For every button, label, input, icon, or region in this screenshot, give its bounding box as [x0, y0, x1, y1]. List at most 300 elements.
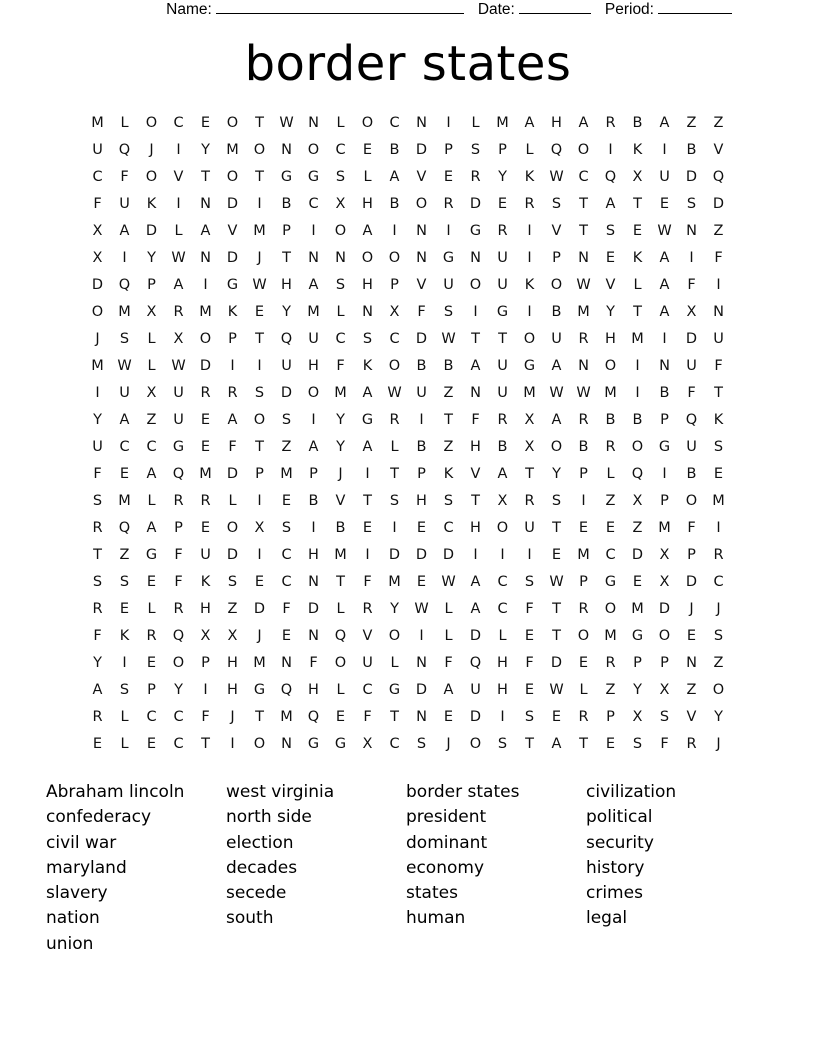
grid-cell[interactable]: U: [362, 655, 373, 672]
grid-cell[interactable]: E: [605, 250, 616, 267]
grid-cell[interactable]: I: [662, 466, 667, 483]
grid-cell[interactable]: U: [119, 385, 130, 402]
grid-cell[interactable]: A: [659, 115, 670, 132]
grid-cell[interactable]: I: [527, 250, 532, 267]
grid-cell[interactable]: F: [714, 250, 723, 267]
grid-cell[interactable]: Q: [631, 466, 644, 483]
grid-cell[interactable]: E: [524, 628, 535, 645]
grid-cell[interactable]: Y: [336, 412, 345, 429]
grid-cell[interactable]: L: [336, 601, 345, 618]
grid-cell[interactable]: G: [496, 304, 509, 321]
grid-cell[interactable]: F: [120, 169, 129, 186]
grid-cell[interactable]: U: [281, 358, 292, 375]
grid-cell[interactable]: O: [226, 115, 239, 132]
grid-cell[interactable]: R: [173, 304, 184, 321]
grid-cell[interactable]: R: [578, 412, 589, 429]
grid-cell[interactable]: B: [605, 412, 616, 429]
grid-cell[interactable]: N: [713, 304, 724, 321]
grid-cell[interactable]: N: [281, 736, 292, 753]
grid-cell[interactable]: M: [496, 115, 509, 132]
grid-cell[interactable]: G: [334, 736, 347, 753]
grid-cell[interactable]: R: [92, 601, 103, 618]
grid-cell[interactable]: X: [362, 736, 373, 753]
grid-cell[interactable]: P: [660, 493, 669, 510]
grid-cell[interactable]: S: [92, 493, 103, 510]
grid-cell[interactable]: I: [230, 736, 235, 753]
grid-cell[interactable]: I: [527, 223, 532, 240]
grid-cell[interactable]: H: [416, 493, 427, 510]
grid-cell[interactable]: R: [686, 736, 697, 753]
word-bank-item[interactable]: nation: [46, 908, 100, 929]
grid-cell[interactable]: A: [362, 439, 373, 456]
grid-cell[interactable]: E: [713, 466, 724, 483]
grid-cell[interactable]: G: [253, 682, 266, 699]
grid-cell[interactable]: B: [686, 466, 697, 483]
grid-cell[interactable]: Q: [685, 412, 698, 429]
grid-cell[interactable]: D: [469, 196, 482, 213]
grid-cell[interactable]: P: [228, 331, 237, 348]
grid-cell[interactable]: Y: [633, 682, 642, 699]
grid-cell[interactable]: E: [200, 115, 211, 132]
grid-cell[interactable]: E: [92, 736, 103, 753]
grid-cell[interactable]: T: [255, 439, 264, 456]
grid-cell[interactable]: Z: [227, 601, 238, 618]
grid-cell[interactable]: N: [416, 655, 427, 672]
grid-cell[interactable]: U: [686, 358, 697, 375]
grid-cell[interactable]: U: [443, 277, 454, 294]
grid-cell[interactable]: H: [497, 682, 508, 699]
grid-cell[interactable]: M: [334, 547, 347, 564]
grid-cell[interactable]: O: [361, 250, 374, 267]
grid-cell[interactable]: F: [687, 277, 696, 294]
grid-cell[interactable]: M: [226, 142, 239, 159]
grid-cell[interactable]: W: [252, 277, 267, 294]
grid-cell[interactable]: M: [118, 493, 131, 510]
grid-cell[interactable]: B: [416, 358, 427, 375]
grid-cell[interactable]: J: [716, 736, 721, 753]
grid-cell[interactable]: T: [282, 250, 291, 267]
grid-cell[interactable]: N: [335, 250, 346, 267]
grid-cell[interactable]: A: [659, 250, 670, 267]
grid-cell[interactable]: W: [414, 601, 429, 618]
grid-cell[interactable]: W: [657, 223, 672, 240]
grid-cell[interactable]: Y: [606, 304, 615, 321]
grid-cell[interactable]: V: [605, 277, 616, 294]
grid-cell[interactable]: D: [145, 223, 158, 240]
grid-cell[interactable]: I: [257, 196, 262, 213]
grid-cell[interactable]: V: [416, 169, 427, 186]
grid-cell[interactable]: S: [119, 682, 130, 699]
grid-cell[interactable]: R: [92, 520, 103, 537]
grid-cell[interactable]: S: [362, 331, 373, 348]
grid-cell[interactable]: S: [119, 331, 130, 348]
grid-cell[interactable]: C: [335, 331, 346, 348]
word-bank-item[interactable]: crimes: [586, 883, 643, 904]
grid-cell[interactable]: S: [659, 709, 670, 726]
grid-cell[interactable]: V: [713, 142, 724, 159]
grid-cell[interactable]: O: [550, 277, 563, 294]
grid-cell[interactable]: W: [549, 169, 564, 186]
grid-cell[interactable]: S: [119, 574, 130, 591]
grid-cell[interactable]: L: [606, 466, 615, 483]
grid-cell[interactable]: M: [280, 466, 293, 483]
grid-cell[interactable]: D: [442, 547, 455, 564]
grid-cell[interactable]: T: [471, 331, 480, 348]
grid-cell[interactable]: O: [604, 358, 617, 375]
grid-cell[interactable]: N: [578, 358, 589, 375]
grid-cell[interactable]: T: [255, 709, 264, 726]
word-bank-item[interactable]: president: [406, 807, 487, 828]
grid-cell[interactable]: R: [605, 655, 616, 672]
grid-cell[interactable]: P: [390, 277, 399, 294]
grid-cell[interactable]: E: [200, 520, 211, 537]
grid-cell[interactable]: O: [307, 142, 320, 159]
grid-cell[interactable]: F: [201, 709, 210, 726]
grid-cell[interactable]: S: [254, 385, 265, 402]
grid-cell[interactable]: T: [633, 196, 642, 213]
grid-cell[interactable]: J: [689, 601, 694, 618]
grid-cell[interactable]: Q: [334, 628, 347, 645]
grid-cell[interactable]: O: [469, 277, 482, 294]
grid-cell[interactable]: M: [199, 466, 212, 483]
date-field[interactable]: [478, 0, 591, 20]
grid-cell[interactable]: N: [281, 142, 292, 159]
grid-cell[interactable]: I: [581, 493, 586, 510]
grid-cell[interactable]: D: [253, 601, 266, 618]
grid-cell[interactable]: Z: [632, 520, 643, 537]
grid-cell[interactable]: N: [416, 709, 427, 726]
grid-cell[interactable]: V: [227, 223, 238, 240]
grid-cell[interactable]: D: [226, 547, 239, 564]
word-bank-item[interactable]: legal: [586, 908, 628, 929]
grid-cell[interactable]: S: [713, 439, 724, 456]
grid-cell[interactable]: L: [120, 736, 129, 753]
grid-cell[interactable]: B: [281, 196, 292, 213]
grid-cell[interactable]: E: [119, 601, 130, 618]
grid-cell[interactable]: Q: [172, 628, 185, 645]
grid-cell[interactable]: H: [227, 682, 238, 699]
grid-cell[interactable]: P: [174, 520, 183, 537]
grid-cell[interactable]: E: [254, 574, 265, 591]
grid-cell[interactable]: U: [713, 331, 724, 348]
grid-cell[interactable]: P: [606, 709, 615, 726]
grid-cell[interactable]: L: [579, 682, 588, 699]
grid-cell[interactable]: H: [362, 277, 373, 294]
grid-cell[interactable]: S: [497, 736, 508, 753]
grid-cell[interactable]: I: [635, 358, 640, 375]
grid-cell[interactable]: A: [578, 115, 589, 132]
grid-cell[interactable]: Y: [336, 439, 345, 456]
grid-cell[interactable]: I: [95, 385, 100, 402]
grid-cell[interactable]: H: [497, 655, 508, 672]
grid-cell[interactable]: T: [201, 169, 210, 186]
grid-cell[interactable]: N: [200, 250, 211, 267]
grid-cell[interactable]: N: [416, 250, 427, 267]
grid-cell[interactable]: H: [308, 682, 319, 699]
grid-cell[interactable]: V: [551, 223, 562, 240]
grid-cell[interactable]: P: [309, 466, 318, 483]
grid-cell[interactable]: M: [631, 601, 644, 618]
grid-cell[interactable]: B: [551, 304, 562, 321]
grid-cell[interactable]: H: [200, 601, 211, 618]
grid-cell[interactable]: C: [335, 142, 346, 159]
grid-cell[interactable]: N: [686, 655, 697, 672]
grid-cell[interactable]: S: [443, 493, 454, 510]
grid-cell[interactable]: M: [577, 304, 590, 321]
grid-cell[interactable]: E: [686, 628, 697, 645]
grid-cell[interactable]: L: [336, 682, 345, 699]
grid-cell[interactable]: X: [173, 331, 184, 348]
grid-cell[interactable]: P: [255, 466, 264, 483]
grid-cell[interactable]: R: [389, 412, 400, 429]
grid-cell[interactable]: E: [119, 466, 130, 483]
grid-cell[interactable]: Y: [498, 169, 507, 186]
grid-cell[interactable]: R: [605, 439, 616, 456]
grid-cell[interactable]: P: [417, 466, 426, 483]
grid-cell[interactable]: J: [257, 250, 262, 267]
grid-cell[interactable]: T: [444, 412, 453, 429]
grid-cell[interactable]: J: [716, 601, 721, 618]
grid-cell[interactable]: I: [311, 223, 316, 240]
word-bank-item[interactable]: economy: [406, 857, 485, 878]
grid-cell[interactable]: N: [362, 304, 373, 321]
grid-cell[interactable]: E: [281, 493, 292, 510]
grid-cell[interactable]: O: [388, 628, 401, 645]
grid-cell[interactable]: U: [173, 412, 184, 429]
grid-cell[interactable]: E: [281, 628, 292, 645]
grid-cell[interactable]: S: [335, 169, 346, 186]
grid-cell[interactable]: H: [308, 547, 319, 564]
grid-cell[interactable]: Z: [713, 655, 724, 672]
grid-cell[interactable]: B: [335, 520, 346, 537]
grid-cell[interactable]: O: [253, 736, 266, 753]
grid-cell[interactable]: O: [685, 493, 698, 510]
grid-cell[interactable]: W: [576, 385, 591, 402]
grid-cell[interactable]: G: [226, 277, 239, 294]
grid-cell[interactable]: T: [579, 223, 588, 240]
grid-cell[interactable]: A: [200, 223, 211, 240]
grid-cell[interactable]: L: [525, 142, 534, 159]
grid-cell[interactable]: N: [416, 115, 427, 132]
grid-cell[interactable]: L: [336, 304, 345, 321]
grid-cell[interactable]: I: [419, 628, 424, 645]
grid-cell[interactable]: P: [147, 277, 156, 294]
grid-cell[interactable]: J: [446, 736, 451, 753]
grid-cell[interactable]: E: [632, 574, 643, 591]
grid-cell[interactable]: O: [550, 439, 563, 456]
grid-cell[interactable]: O: [226, 520, 239, 537]
word-bank-item[interactable]: west virginia: [226, 782, 335, 802]
grid-cell[interactable]: K: [524, 169, 535, 186]
grid-cell[interactable]: U: [659, 169, 670, 186]
grid-cell[interactable]: O: [253, 412, 266, 429]
grid-cell[interactable]: R: [578, 331, 589, 348]
grid-cell[interactable]: G: [469, 223, 482, 240]
grid-cell[interactable]: M: [388, 574, 401, 591]
grid-cell[interactable]: Y: [201, 142, 210, 159]
grid-cell[interactable]: M: [658, 520, 671, 537]
grid-cell[interactable]: K: [524, 277, 535, 294]
grid-cell[interactable]: N: [308, 574, 319, 591]
grid-cell[interactable]: A: [92, 682, 103, 699]
grid-cell[interactable]: N: [659, 358, 670, 375]
grid-cell[interactable]: S: [281, 412, 292, 429]
grid-cell[interactable]: I: [689, 250, 694, 267]
grid-cell[interactable]: C: [92, 169, 103, 186]
grid-cell[interactable]: P: [498, 142, 507, 159]
grid-cell[interactable]: O: [334, 223, 347, 240]
grid-cell[interactable]: G: [307, 169, 320, 186]
grid-cell[interactable]: O: [415, 196, 428, 213]
grid-cell[interactable]: O: [307, 385, 320, 402]
grid-cell[interactable]: K: [227, 304, 238, 321]
grid-cell[interactable]: P: [660, 412, 669, 429]
grid-cell[interactable]: U: [92, 439, 103, 456]
grid-cell[interactable]: O: [334, 655, 347, 672]
grid-cell[interactable]: D: [685, 574, 698, 591]
grid-cell[interactable]: I: [257, 547, 262, 564]
grid-cell[interactable]: U: [686, 439, 697, 456]
grid-cell[interactable]: X: [497, 493, 508, 510]
grid-cell[interactable]: A: [308, 439, 319, 456]
grid-cell[interactable]: Y: [93, 412, 102, 429]
grid-cell[interactable]: N: [578, 250, 589, 267]
grid-cell[interactable]: L: [228, 493, 237, 510]
grid-cell[interactable]: Z: [686, 115, 697, 132]
grid-cell[interactable]: E: [443, 169, 454, 186]
period-field[interactable]: [605, 0, 732, 20]
grid-cell[interactable]: P: [282, 223, 291, 240]
grid-cell[interactable]: A: [605, 196, 616, 213]
grid-cell[interactable]: M: [604, 385, 617, 402]
grid-cell[interactable]: I: [446, 223, 451, 240]
word-bank-item[interactable]: civil war: [46, 832, 117, 853]
grid-cell[interactable]: E: [551, 709, 562, 726]
grid-cell[interactable]: H: [227, 655, 238, 672]
grid-cell[interactable]: E: [443, 709, 454, 726]
grid-cell[interactable]: B: [308, 493, 319, 510]
grid-cell[interactable]: H: [470, 439, 481, 456]
grid-cell[interactable]: U: [173, 385, 184, 402]
grid-cell[interactable]: E: [362, 142, 373, 159]
grid-cell[interactable]: O: [577, 628, 590, 645]
word-bank-item[interactable]: confederacy: [46, 807, 152, 828]
grid-cell[interactable]: T: [498, 331, 507, 348]
grid-cell[interactable]: N: [308, 628, 319, 645]
grid-cell[interactable]: D: [631, 547, 644, 564]
grid-cell[interactable]: E: [254, 304, 265, 321]
grid-cell[interactable]: O: [226, 169, 239, 186]
grid-cell[interactable]: R: [173, 601, 184, 618]
grid-cell[interactable]: D: [469, 709, 482, 726]
grid-cell[interactable]: S: [92, 574, 103, 591]
grid-cell[interactable]: L: [390, 655, 399, 672]
grid-cell[interactable]: I: [203, 682, 208, 699]
grid-cell[interactable]: N: [200, 196, 211, 213]
grid-cell[interactable]: K: [119, 628, 130, 645]
grid-cell[interactable]: T: [255, 331, 264, 348]
grid-cell[interactable]: M: [91, 358, 104, 375]
word-bank-item[interactable]: security: [586, 832, 654, 853]
grid-cell[interactable]: C: [173, 709, 184, 726]
grid-cell[interactable]: L: [120, 709, 129, 726]
grid-cell[interactable]: R: [227, 385, 238, 402]
grid-cell[interactable]: A: [470, 358, 481, 375]
grid-cell[interactable]: R: [497, 223, 508, 240]
grid-cell[interactable]: Q: [118, 520, 131, 537]
grid-cell[interactable]: F: [525, 601, 534, 618]
grid-cell[interactable]: T: [714, 385, 723, 402]
grid-cell[interactable]: I: [257, 358, 262, 375]
grid-cell[interactable]: W: [576, 277, 591, 294]
grid-cell[interactable]: W: [171, 250, 186, 267]
grid-cell[interactable]: I: [716, 277, 721, 294]
grid-cell[interactable]: K: [443, 466, 454, 483]
grid-cell[interactable]: C: [119, 439, 130, 456]
grid-cell[interactable]: R: [443, 196, 454, 213]
grid-cell[interactable]: P: [660, 655, 669, 672]
grid-cell[interactable]: I: [473, 304, 478, 321]
grid-cell[interactable]: D: [658, 601, 671, 618]
grid-cell[interactable]: I: [257, 493, 262, 510]
grid-cell[interactable]: S: [335, 277, 346, 294]
grid-cell[interactable]: R: [578, 709, 589, 726]
grid-cell[interactable]: C: [146, 439, 157, 456]
grid-cell[interactable]: S: [443, 304, 454, 321]
grid-cell[interactable]: F: [417, 304, 426, 321]
word-bank-item[interactable]: maryland: [46, 857, 127, 878]
grid-cell[interactable]: J: [230, 709, 235, 726]
grid-cell[interactable]: A: [362, 385, 373, 402]
grid-cell[interactable]: S: [605, 223, 616, 240]
grid-cell[interactable]: M: [712, 493, 725, 510]
grid-cell[interactable]: A: [443, 682, 454, 699]
word-bank-item[interactable]: north side: [226, 807, 312, 828]
grid-cell[interactable]: S: [416, 736, 427, 753]
grid-cell[interactable]: D: [415, 547, 428, 564]
grid-cell[interactable]: L: [147, 601, 156, 618]
grid-cell[interactable]: I: [716, 520, 721, 537]
grid-cell[interactable]: T: [201, 736, 210, 753]
word-bank-item[interactable]: civilization: [586, 782, 677, 802]
grid-cell[interactable]: C: [281, 574, 292, 591]
grid-cell[interactable]: X: [92, 223, 103, 240]
grid-cell[interactable]: W: [171, 358, 186, 375]
word-bank-item[interactable]: decades: [226, 857, 298, 878]
grid-cell[interactable]: R: [362, 601, 373, 618]
grid-cell[interactable]: T: [93, 547, 102, 564]
grid-cell[interactable]: A: [119, 223, 130, 240]
grid-cell[interactable]: T: [390, 709, 399, 726]
grid-cell[interactable]: T: [552, 628, 561, 645]
grid-cell[interactable]: M: [577, 547, 590, 564]
grid-cell[interactable]: A: [551, 358, 562, 375]
grid-cell[interactable]: U: [200, 547, 211, 564]
grid-cell[interactable]: S: [227, 574, 238, 591]
grid-cell[interactable]: G: [604, 574, 617, 591]
grid-cell[interactable]: Q: [172, 466, 185, 483]
grid-cell[interactable]: X: [335, 196, 346, 213]
grid-cell[interactable]: T: [579, 196, 588, 213]
grid-cell[interactable]: S: [632, 736, 643, 753]
grid-cell[interactable]: N: [470, 250, 481, 267]
grid-cell[interactable]: A: [227, 412, 238, 429]
grid-cell[interactable]: T: [363, 493, 372, 510]
grid-cell[interactable]: G: [523, 358, 536, 375]
grid-cell[interactable]: K: [200, 574, 211, 591]
grid-cell[interactable]: R: [92, 709, 103, 726]
grid-cell[interactable]: I: [365, 547, 370, 564]
